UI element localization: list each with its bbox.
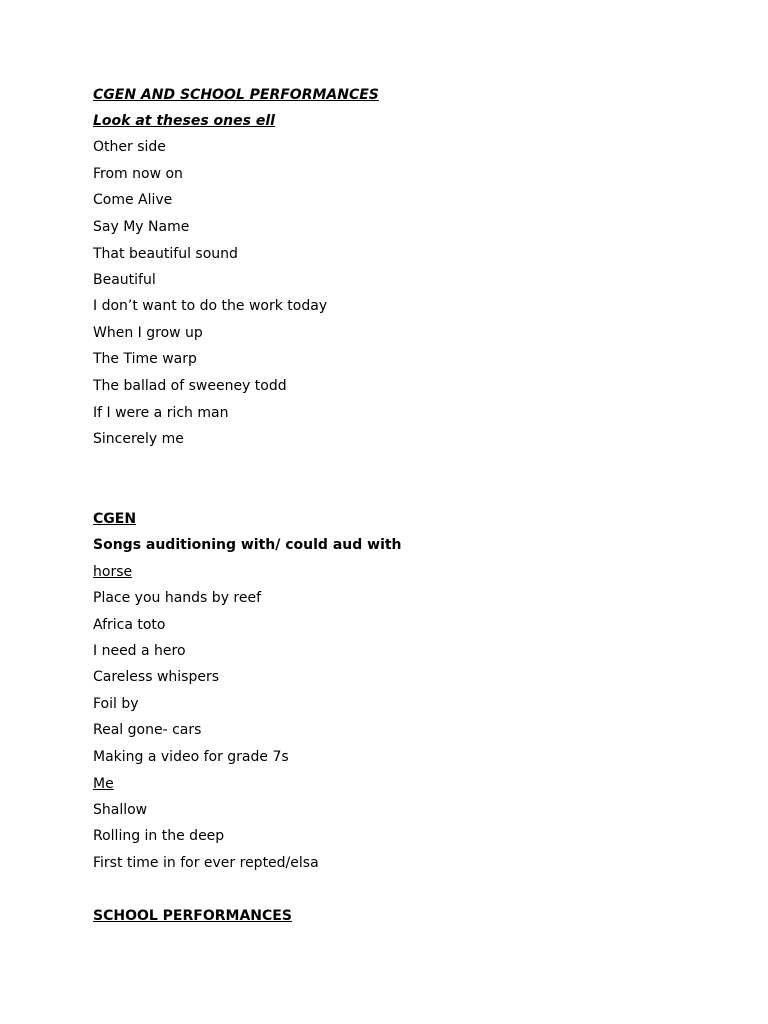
list-item: The Time warp [93,351,197,367]
list-item: I don’t want to do the work today [93,298,328,314]
list-item: If I were a rich man [93,405,229,421]
list-item: Making a video for grade 7s [93,749,289,765]
section-subheading-songs-auditioning: Songs auditioning with/ could aud with [93,537,402,553]
section-heading-cgen-and-school: CGEN AND SCHOOL PERFORMANCES [93,87,379,103]
list-item: Rolling in the deep [93,828,225,844]
list-item: Other side [93,139,166,155]
list-item: Real gone- cars [93,722,202,738]
list-item: Come Alive [93,192,173,208]
list-item: Careless whispers [93,669,220,685]
list-item: Place you hands by reef [93,590,262,606]
list-item: Shallow [93,802,148,818]
group-label-horse: horse [93,564,133,580]
list-item: Foil by [93,696,139,712]
list-item: The ballad of sweeney todd [93,378,287,394]
list-item: Africa toto [93,617,166,633]
list-item: From now on [93,166,183,182]
list-item: First time in for ever repted/elsa [93,855,319,871]
group-label-me: Me [93,776,114,792]
list-item: Say My Name [93,219,190,235]
section-heading-cgen: CGEN [93,511,137,527]
list-item: That beautiful sound [93,246,238,262]
list-item: When I grow up [93,325,203,341]
section-subheading-look-at: Look at theses ones ell [93,113,275,129]
list-item: Beautiful [93,272,156,288]
list-item: Sincerely me [93,431,184,447]
list-item: I need a hero [93,643,186,659]
section-heading-school-performances: SCHOOL PERFORMANCES [93,908,292,924]
